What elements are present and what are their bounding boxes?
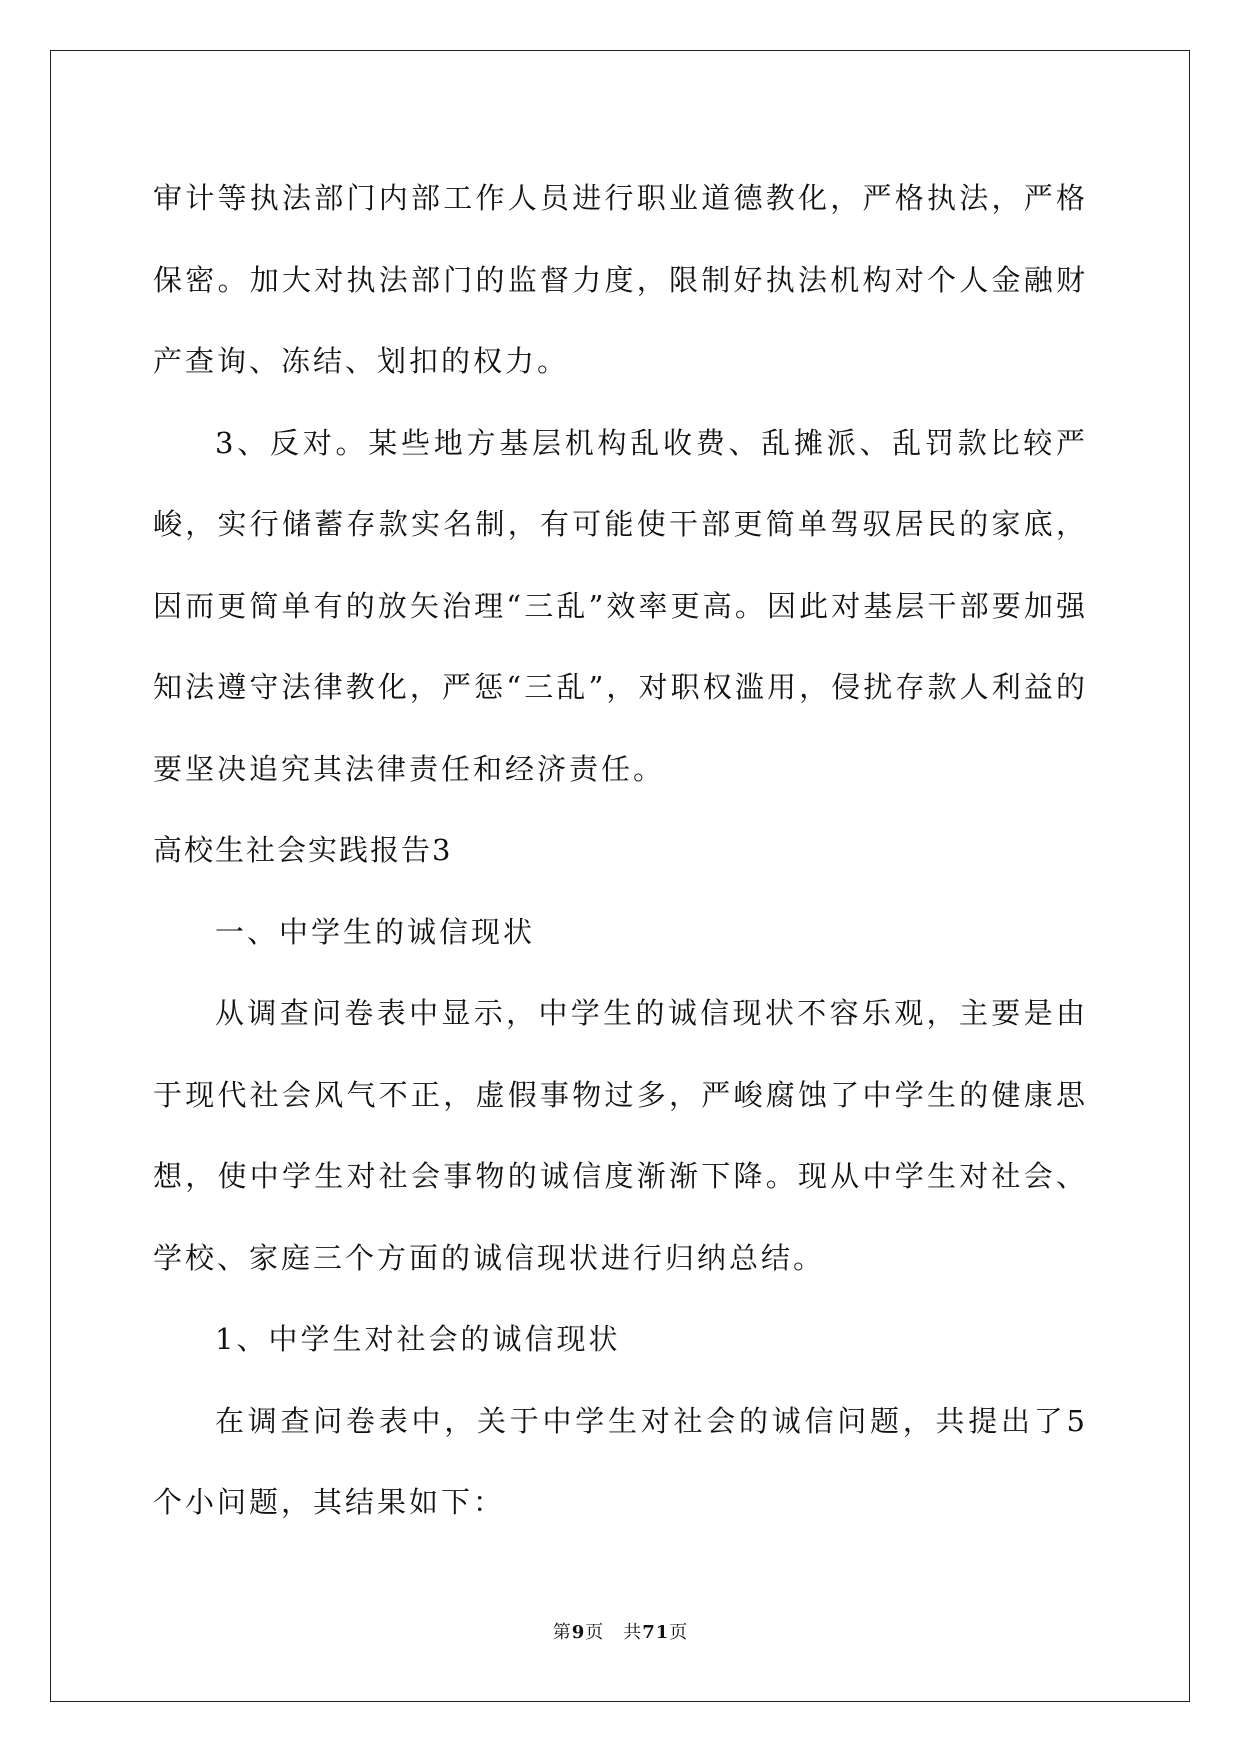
paragraph-survey-overview: 从调查问卷表中显示，中学生的诚信现状不容乐观，主要是由于现代社会风气不正，虚假事物过多，严峻腐蚀了中学生的健康思想，使中学生对社会事物的诚信度渐渐下降。现从中学生对社会、学校、家庭三个方面的诚信现状进行归纳总结。 — [153, 996, 1088, 1275]
paragraph-opposition: 3、反对。某些地方基层机构乱收费、乱摊派、乱罚款比较严峻，实行储蓄存款实名制，有可能使干部更简单驾驭居民的家底，因而更简单有的放矢治理“三乱”效率更高。因此对基层干部要加强知法遵守法律教化，严惩“三乱”，对职权滥用，侵扰存款人利益的要坚决追究其法律责任和经济责任。 — [153, 425, 1088, 786]
footer-middle: 页 共 — [585, 1622, 643, 1643]
page-footer — [0, 1618, 1241, 1644]
footer-page-number: 9 — [571, 1622, 586, 1643]
paragraph-survey-questions: 在调查问卷表中，关于中学生对社会的诚信问题，共提出了5个小问题，其结果如下： — [153, 1403, 1088, 1519]
subheading-society-integrity: 1、中学生对社会的诚信现状 — [215, 1322, 621, 1356]
footer-prefix: 第 — [552, 1622, 572, 1643]
paragraph-law-enforcement: 审计等执法部门内部工作人员进行职业道德教化，严格执法，严格保密。加大对执法部门的监督力度，限制好执法机构对个人金融财产查询、冻结、划扣的权力。 — [153, 181, 1088, 378]
subheading-integrity-status: 一、中学生的诚信现状 — [215, 914, 536, 949]
section-heading: 高校生社会实践报告3 — [153, 833, 453, 867]
document-body — [153, 158, 1088, 1544]
footer-suffix: 页 — [669, 1622, 689, 1643]
footer-total-pages: 71 — [642, 1622, 670, 1643]
